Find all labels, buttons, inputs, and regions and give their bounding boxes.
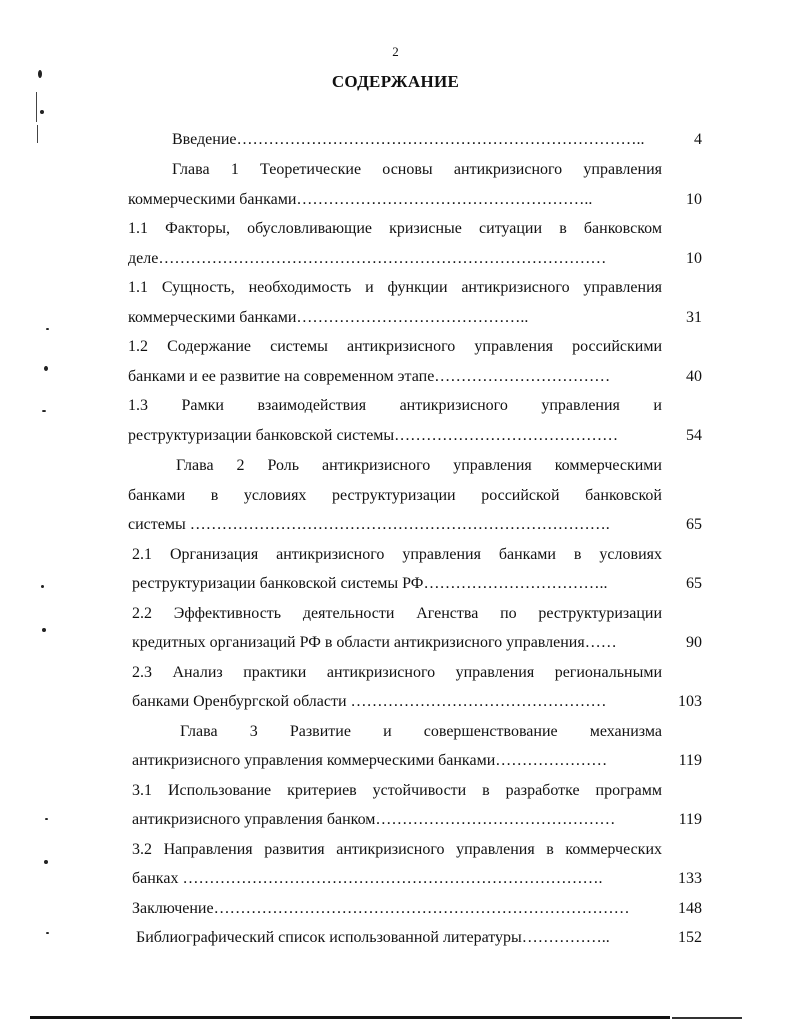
scan-mark (44, 860, 48, 864)
toc-entry-title: Библиографический список использованной литературы…………….. (136, 929, 610, 946)
toc-entry-title: 3.2 Направления развития антикризисного управления в коммерческих (132, 841, 662, 858)
toc-entry (128, 219, 662, 239)
toc-entry-page: 90 (686, 634, 702, 651)
toc-entry-title: Заключение…………………………………………………………………… (132, 900, 630, 917)
toc-entry (176, 456, 662, 476)
toc-entry-title: системы ……………………………………………………………………. (128, 516, 610, 533)
toc-entry (128, 278, 662, 298)
page-number: 2 (392, 44, 399, 59)
toc-entry-title: 2.3 Анализ практики антикризисного управления региональными (132, 664, 662, 681)
toc-entry (132, 663, 662, 683)
toc-entry (172, 160, 662, 180)
toc-entry-title: кредитных организаций РФ в области антикризисного управления…… (132, 634, 617, 651)
toc-entry-page: 4 (694, 131, 702, 148)
bottom-rule (30, 1016, 670, 1019)
toc-entry (172, 130, 702, 150)
toc-entry-title: 2.1 Организация антикризисного управления банками в условиях (132, 546, 662, 563)
toc-entry (128, 426, 702, 446)
toc-entry (132, 840, 662, 860)
toc-entry-title: коммерческими банками…………………………………….. (128, 309, 529, 326)
toc-entry (128, 249, 702, 269)
scan-mark (45, 818, 48, 820)
scan-mark (38, 70, 42, 78)
toc-entry-title: реструктуризации банковской системы РФ…………………………….. (132, 575, 608, 592)
toc-entry (132, 899, 702, 919)
toc-entry-title: 1.1 Факторы, обусловливающие кризисные ситуации в банковском (128, 220, 662, 237)
toc-entry-page: 133 (678, 870, 702, 887)
toc-entry-title: коммерческими банками……………………………………………….. (128, 191, 593, 208)
toc-entry-page: 103 (678, 693, 702, 710)
page-title: СОДЕРЖАНИЕ (331, 72, 460, 91)
bottom-rule-tail (672, 1017, 742, 1019)
scan-mark (42, 628, 46, 632)
toc-entry (132, 692, 702, 712)
scan-mark (37, 125, 38, 143)
toc-entry (128, 367, 702, 387)
toc-entry (132, 545, 662, 565)
scan-mark (42, 410, 46, 412)
toc-entry-page: 40 (686, 368, 702, 385)
scan-mark (46, 328, 49, 330)
toc-entry-page: 54 (686, 427, 702, 444)
toc-entry-page: 10 (686, 191, 702, 208)
toc-entry (128, 486, 662, 506)
toc-entry (132, 604, 662, 624)
toc-entry-page: 65 (686, 575, 702, 592)
scan-mark (41, 585, 44, 588)
toc-entry (136, 928, 702, 948)
toc-entry-title: Глава 3 Развитие и совершенствование механизма (180, 723, 662, 740)
toc-entry (132, 633, 702, 653)
toc-entry-title: антикризисного управления банком……………………………………… (132, 811, 616, 828)
toc-entry-title: банками и ее развитие на современном этапе…………………………… (128, 368, 611, 385)
toc-entry-title: деле………………………………………………………………………… (128, 250, 607, 267)
toc-entry-title: банками в условиях реструктуризации российской банковской (128, 487, 662, 504)
toc-entry (128, 337, 662, 357)
toc-entry-title: Глава 2 Роль антикризисного управления коммерческими (176, 457, 662, 474)
toc-entry (132, 810, 702, 830)
toc-entry-page: 31 (686, 309, 702, 326)
toc-entry-page: 65 (686, 516, 702, 533)
toc-entry-page: 148 (678, 900, 702, 917)
toc-entry-page: 152 (678, 929, 702, 946)
toc-entry (180, 722, 662, 742)
toc-entry-title: 1.1 Сущность, необходимость и функции антикризисного управления (128, 279, 662, 296)
toc-entry-title: реструктуризации банковской системы…………………………………… (128, 427, 619, 444)
toc-entry (128, 396, 662, 416)
scan-mark (46, 932, 49, 934)
toc-entry-title: банками Оренбургской области ………………………………………… (132, 693, 607, 710)
toc-entry-title: 1.2 Содержание системы антикризисного управления российскими (128, 338, 662, 355)
scan-mark (44, 366, 48, 371)
toc-entry (132, 781, 662, 801)
toc-entry-title: Глава 1 Теоретические основы антикризисного управления (172, 161, 662, 178)
toc-entry-title: Введение………………………………………………………………….. (172, 131, 645, 148)
toc-entry (132, 574, 702, 594)
toc-entry-title: 3.1 Использование критериев устойчивости в разработке программ (132, 782, 662, 799)
toc-entry-title: антикризисного управления коммерческими банками………………… (132, 752, 608, 769)
toc-entry-title: банках ……………………………………………………………………. (132, 870, 603, 887)
toc-entry-title: 2.2 Эффективность деятельности Агенства по реструктуризации (132, 605, 662, 622)
toc-entry-page: 10 (686, 250, 702, 267)
toc-entry (128, 308, 702, 328)
toc-entry-page: 119 (678, 752, 702, 769)
toc-entry-page: 119 (678, 811, 702, 828)
toc-entry (132, 869, 702, 889)
scan-mark (36, 92, 37, 122)
toc-entry (132, 751, 702, 771)
scan-mark (40, 110, 44, 114)
toc-entry (128, 190, 702, 210)
toc-entry (128, 515, 702, 535)
toc-entry-title: 1.3 Рамки взаимодействия антикризисного управления и (128, 397, 662, 414)
